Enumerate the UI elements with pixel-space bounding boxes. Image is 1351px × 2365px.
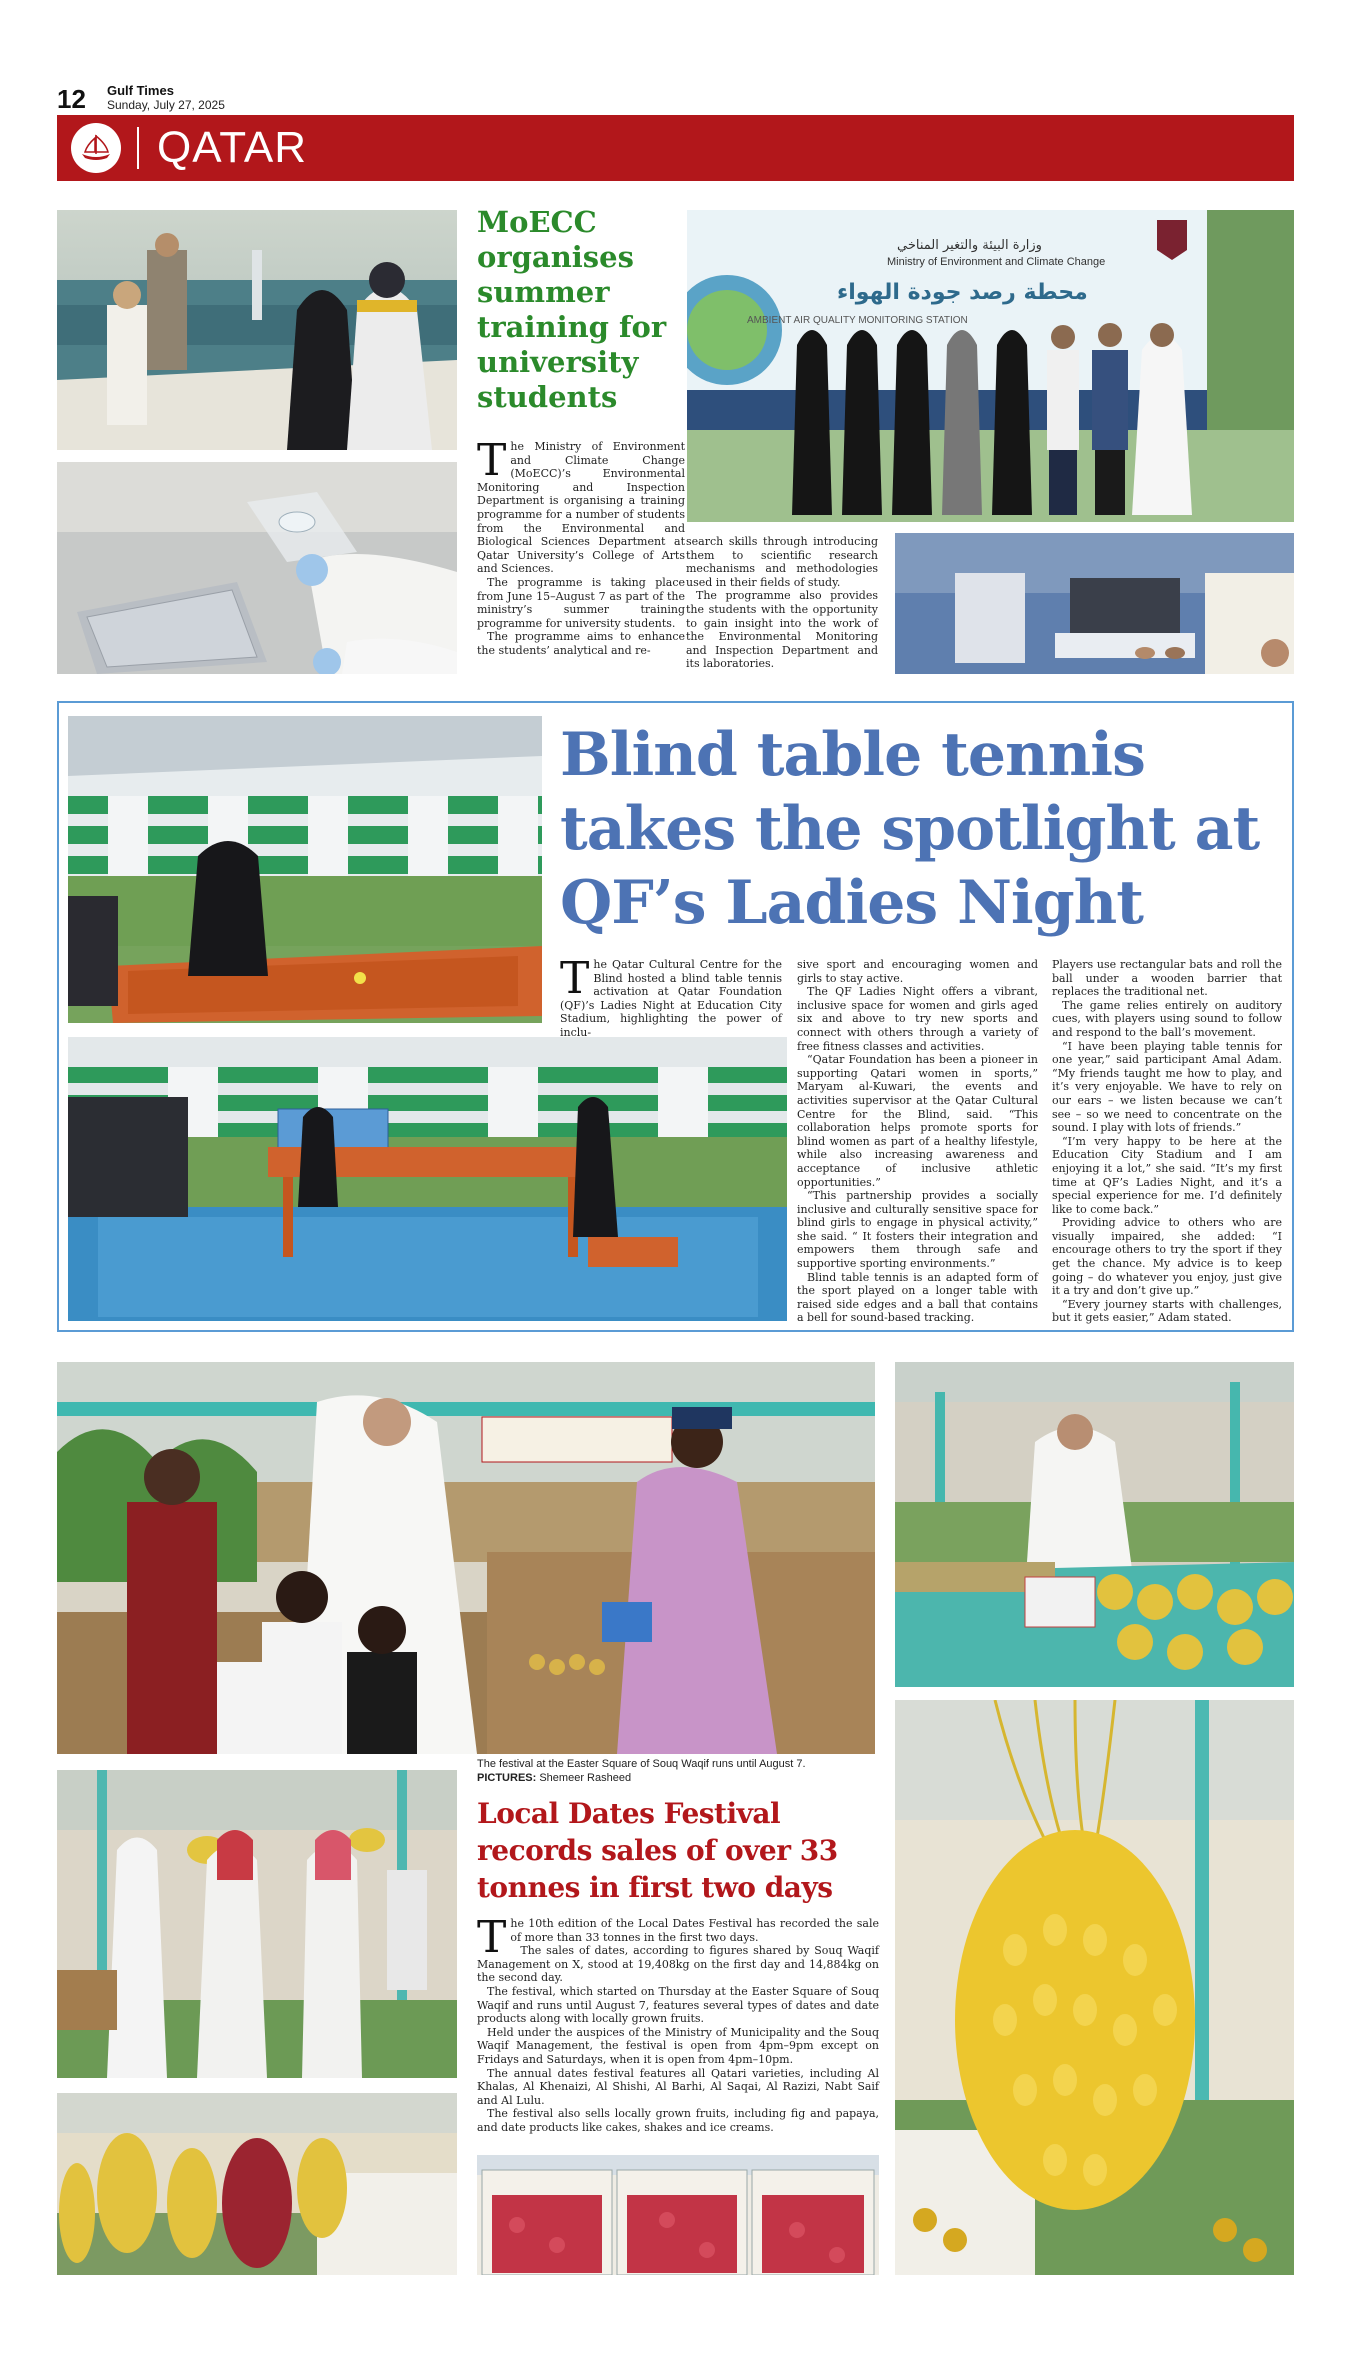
photo-dates-stall-man	[895, 1362, 1294, 1687]
blind-tennis-paragraph: Players use rectangular bats and roll the ball under a wooden barrier that replaces the traditional net.	[1052, 958, 1282, 999]
blind-tennis-paragraph: “Qatar Foundation has been a pioneer in supporting Qatari women in sports,” Maryam al-Kuwari, the events and activities supervisor at the Qatar Cultural Centre for the Blind, said. “This collaboration helps promote sports for blind women as part of a healthy lifestyle, while also increasing awareness and acceptance of inclusive athletic opportunities.”	[797, 1053, 1038, 1189]
blind-tennis-headline: Blind table tennis takes the spotlight at QF’s Ladies Night	[560, 720, 1260, 938]
dates-festival-body	[477, 1912, 879, 2135]
moecc-body-col2	[686, 535, 878, 671]
photo-credit	[477, 1771, 806, 1785]
blind-tennis-body-col3	[1052, 958, 1282, 1325]
dates-festival-paragraph: he 10th edition of the Local Dates Festival has recorded the sale of more than 33 tonnes in the first two days.	[510, 1917, 879, 1944]
moecc-headline: MoECC organises summer training for university students	[477, 205, 667, 414]
photo-microscope	[895, 533, 1294, 674]
photo-dates-bunches	[57, 2093, 457, 2275]
moecc-paragraph: The programme also provides the students with the opportunity to gain insight into the work of the Environmental Monitoring and Inspection Department and its laboratories.	[686, 589, 878, 671]
blind-tennis-paragraph: sive sport and encouraging women and girls to stay active.	[797, 958, 1038, 985]
photo-festival-visitors	[57, 1770, 457, 2078]
blind-tennis-body-col1	[560, 953, 782, 1040]
photo-red-dates-boxes	[477, 2155, 879, 2275]
blind-tennis-paragraph: “I have been playing table tennis for one year,” said participant Amal Adam. “My friends taught me how to play, and it’s very enjoyable. We have to rely on our ears – we listen because we can’t see – so we need to concentrate on the sound. I play with lots of friends.”	[1052, 1039, 1282, 1135]
banner-station-arabic: محطة رصد جودة الهواء	[837, 280, 1088, 305]
dates-festival-paragraph: The festival also sells locally grown fruits, including fig and papaya, and date products like cakes, shakes and ice creams.	[477, 2107, 879, 2134]
dates-festival-paragraph: The annual dates festival features all Qatari varieties, including Al Khalas, Al Khenaizi, Al Shishi, Al Barhi, Al Saqai, Al Razizi, Nabt Saif and Al Lulu.	[477, 2066, 879, 2107]
publication-name: Gulf Times	[107, 83, 174, 98]
section-divider	[137, 127, 139, 169]
moecc-paragraph: he Ministry of Environment and Climate Change (MoECC)’s Environmental Monitoring and Inspection Department is organising a training programme for a number of students from the Environmental and Biological Sciences Department at Qatar University’s College of Arts and Sciences.	[477, 440, 685, 576]
section-header	[57, 115, 1294, 181]
photo-boat-sampling	[57, 210, 457, 450]
blind-tennis-paragraph: Providing advice to others who are visually impaired, she added: “I encourage others to try the sport if they get the chance. My advice is to keep going – do whatever you enjoy, just give it a try and don’t give up.”	[1052, 1216, 1282, 1298]
dates-festival-paragraph: The festival, which started on Thursday at the Easter Square of Souq Waqif and runs until August 7, features several types of dates and date products along with locally grown fruits.	[477, 1984, 879, 2026]
banner-station-english: AMBIENT AIR QUALITY MONITORING STATION	[747, 315, 968, 326]
photo-lab-work	[57, 462, 457, 674]
blind-tennis-dropcap: T	[560, 953, 590, 1004]
moecc-body-col1	[477, 435, 685, 658]
dates-festival-dropcap: T	[477, 1912, 507, 1963]
banner-sign-english: Ministry of Environment and Climate Change	[887, 256, 1106, 268]
festival-caption-text: The festival at the Easter Square of Souq Waqif runs until August 7.	[477, 1758, 806, 1770]
blind-tennis-paragraph: “This partnership provides a socially inclusive and culturally sensitive space for blind girls to engage in physical activity,” she said. “ It fosters their integration and empowers them through safe and supportive sporting environments.”	[797, 1189, 1038, 1271]
dhow-logo-icon	[71, 123, 121, 173]
section-title: QATAR	[157, 123, 308, 172]
page-number: 12	[57, 84, 86, 114]
dates-festival-headline: Local Dates Festival records sales of over 33 tonnes in first two days	[477, 1797, 838, 1904]
dates-festival-paragraph: Held under the auspices of the Ministry of Municipality and the Souq Waqif Management, the festival is open from 4pm–9pm except on Fridays and Saturdays, when it is open from 4pm–10pm.	[477, 2025, 879, 2066]
credit-label: PICTURES:	[477, 1772, 537, 1784]
moecc-dropcap: T	[477, 435, 507, 486]
blind-tennis-paragraph: Blind table tennis is an adapted form of the sport played on a longer table with raised side edges and a ball that contains a bell for sound-based tracking.	[797, 1270, 1038, 1325]
blind-tennis-paragraph: The QF Ladies Night offers a vibrant, inclusive space for women and girls aged six and above to try new sports and connect with others through a variety of free fitness classes and activities.	[797, 985, 1038, 1053]
credit-name: Shemeer Rasheed	[539, 1772, 632, 1784]
festival-caption	[477, 1757, 806, 1785]
moecc-paragraph: The programme aims to enhance the students’ analytical and re-	[477, 630, 685, 657]
publication-date: Sunday, July 27, 2025	[107, 98, 225, 112]
blind-tennis-paragraph: “Every journey starts with challenges, but it gets easier,” Adam stated.	[1052, 1297, 1282, 1325]
banner-sign-arabic: وزارة البيئة والتغير المناخي	[897, 238, 1042, 253]
blind-tennis-body-col2	[797, 958, 1038, 1325]
dates-festival-paragraph: The sales of dates, according to figures shared by Souq Waqif Management on X, stood at 19,408kg on the first day and 14,884kg on the second day.	[477, 1944, 879, 1985]
blind-tennis-paragraph: he Qatar Cultural Centre for the Blind hosted a blind table tennis activation at Qatar Foundation (QF)’s Ladies Night at Education City Stadium, highlighting the power of inclu-	[560, 958, 782, 1039]
photo-stadium-match	[68, 1037, 787, 1321]
photo-festival-main	[57, 1362, 875, 1754]
photo-group-banner	[687, 210, 1294, 522]
photo-yellow-dates	[895, 1700, 1294, 2275]
blind-tennis-paragraph: The game relies entirely on auditory cues, with players using sound to follow and respond to the ball’s movement.	[1052, 998, 1282, 1039]
blind-tennis-paragraph: “I’m very happy to be here at the Education City Stadium and I am enjoying it a lot,” she said. “It’s my first time at QF’s Ladies Night, and it’s a special experience for me. I’d definitely like to come back.”	[1052, 1134, 1282, 1216]
moecc-paragraph: The programme is taking place from June 15–August 7 as part of the ministry’s summer training programme for university students.	[477, 575, 685, 630]
moecc-paragraph: search skills through introducing them to scientific research mechanisms and methodologies used in their fields of study.	[686, 535, 878, 589]
photo-stadium-player	[68, 716, 542, 1023]
